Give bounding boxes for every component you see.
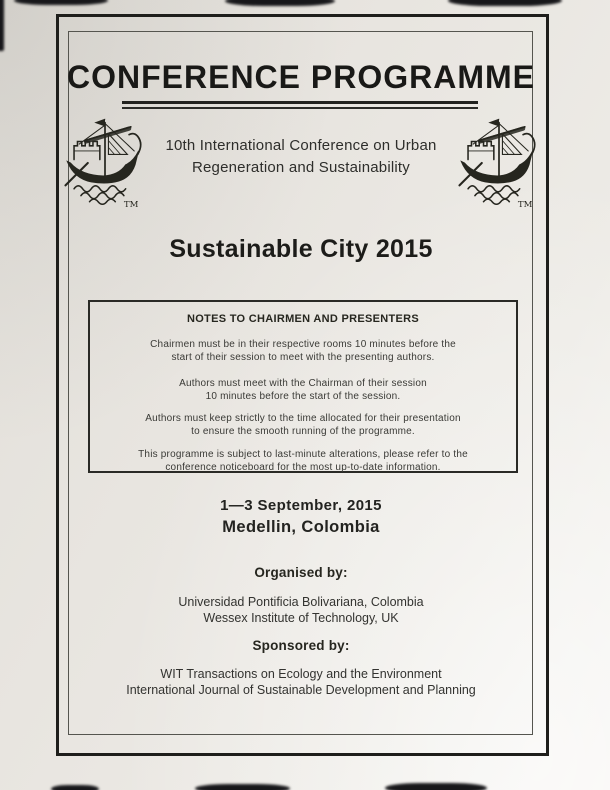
notes-heading: NOTES TO CHAIRMEN AND PRESENTERS bbox=[186, 313, 420, 325]
event-location: Medellin, Colombia bbox=[222, 518, 380, 536]
organised-by-label: Organised by: bbox=[254, 565, 348, 580]
note-paragraph-3: Authors must keep strictly to the time allocated for their presentation bbox=[145, 413, 461, 424]
title-double-rule bbox=[122, 101, 478, 109]
sponsor-line: WIT Transactions on Ecology and the Environment bbox=[160, 667, 442, 681]
trademark-label: TM bbox=[123, 199, 139, 210]
note-paragraph-2: 10 minutes before the start of the session. bbox=[205, 391, 401, 402]
note-paragraph-2: Authors must meet with the Chairman of their session bbox=[179, 378, 427, 389]
sponsor-line: International Journal of Sustainable Development and Planning bbox=[126, 683, 476, 697]
note-paragraph-4: conference noticeboard for the most up-to-date information. bbox=[165, 462, 441, 473]
sponsored-by-label: Sponsored by: bbox=[252, 638, 350, 653]
note-paragraph-1: start of their session to meet with the presenting authors. bbox=[171, 352, 435, 363]
photo-artifact bbox=[51, 785, 99, 790]
conference-name: Sustainable City 2015 bbox=[169, 235, 433, 263]
photo-artifact bbox=[14, 0, 108, 5]
photo-artifact bbox=[385, 783, 487, 790]
organisers-list bbox=[56, 594, 546, 626]
sponsors-list bbox=[56, 666, 546, 698]
subtitle-line-2: Regeneration and Sustainability bbox=[191, 159, 410, 176]
note-paragraph-1: Chairmen must be in their respective rooms 10 minutes before the bbox=[150, 339, 456, 350]
trademark-label: TM bbox=[517, 199, 533, 210]
photo-artifact bbox=[0, 0, 4, 51]
organiser-line: Universidad Pontificia Bolivariana, Colombia bbox=[178, 595, 424, 609]
page-title: CONFERENCE PROGRAMME bbox=[66, 59, 535, 95]
note-paragraph-3: to ensure the smooth running of the programme. bbox=[191, 426, 415, 437]
event-date: 1—3 September, 2015 bbox=[220, 497, 382, 514]
photo-artifact bbox=[225, 0, 335, 6]
conference-subtitle bbox=[56, 135, 546, 179]
organiser-line: Wessex Institute of Technology, UK bbox=[203, 611, 399, 625]
photo-artifact bbox=[448, 0, 562, 6]
note-paragraph-4: This programme is subject to last-minute alterations, please refer to the bbox=[138, 449, 468, 460]
photo-artifact bbox=[195, 784, 290, 790]
notes-box bbox=[88, 300, 518, 473]
subtitle-line-1: 10th International Conference on Urban bbox=[165, 137, 437, 154]
